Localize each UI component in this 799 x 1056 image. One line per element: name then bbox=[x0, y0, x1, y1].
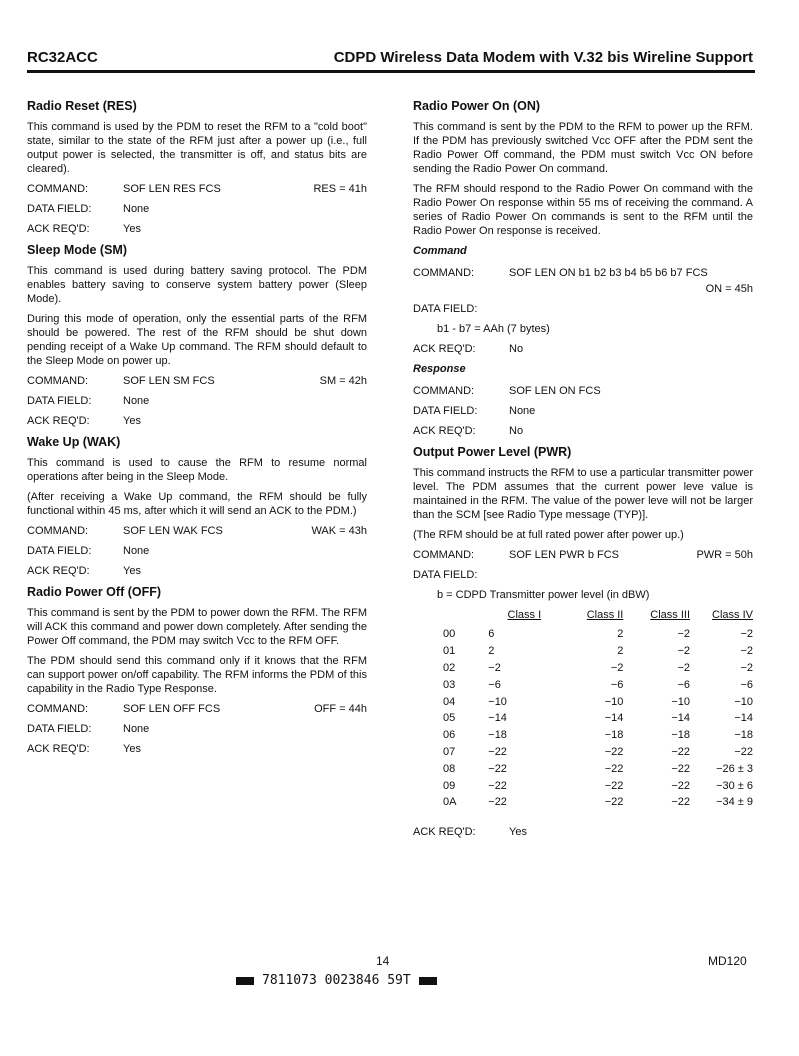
power-value-cell: −22 bbox=[604, 779, 624, 792]
label: DATA FIELD: bbox=[27, 395, 92, 407]
paragraph: This command is used to cause the RFM to resume normal operations after being in the Sleep Mode. bbox=[27, 457, 367, 483]
barcode bbox=[236, 973, 437, 988]
table-header-row bbox=[443, 608, 753, 626]
power-value-cell: −10 bbox=[604, 695, 624, 708]
command-row bbox=[27, 182, 367, 196]
barcode-text: 7811073 0023846 59T bbox=[262, 973, 411, 988]
datafield-row bbox=[27, 544, 367, 558]
label: DATA FIELD: bbox=[27, 723, 92, 735]
value: SOF LEN ON b1 b2 b3 b4 b5 b6 b7 FCS bbox=[509, 267, 708, 279]
value: SOF LEN RES FCS bbox=[123, 183, 221, 195]
command-row bbox=[27, 374, 367, 388]
label: DATA FIELD: bbox=[27, 545, 92, 557]
power-value-cell: −2 bbox=[677, 628, 691, 641]
datafield-detail bbox=[413, 322, 753, 336]
value: SOF LEN OFF FCS bbox=[123, 703, 221, 715]
barcode-block-right bbox=[419, 977, 437, 985]
power-value-cell: −2 bbox=[677, 661, 691, 674]
power-value-cell: −22 bbox=[734, 745, 753, 758]
power-value-cell: −10 bbox=[671, 695, 691, 708]
table-row bbox=[443, 626, 753, 643]
paragraph: (After receiving a Wake Up command, the RFM should be fully functional within 45 ms, after which it will send an ACK to the PDM.) bbox=[27, 491, 367, 517]
value: Yes bbox=[123, 743, 141, 755]
table-header: Class III bbox=[650, 609, 691, 621]
label: COMMAND: bbox=[413, 267, 475, 279]
command-code: OFF = 44h bbox=[314, 703, 367, 715]
page-number: 14 bbox=[376, 954, 390, 968]
value: SOF LEN SM FCS bbox=[123, 375, 215, 387]
ack-row bbox=[413, 342, 753, 356]
barcode-block-left bbox=[236, 977, 254, 985]
paragraph: This command is sent by the PDM to the RFM to power up the RFM. If the PDM has previously switched Vcc OFF after the PDM sent the Radio Power Off command, the PDM must switch Vcc ON before sending the Radio Power On command. bbox=[413, 121, 753, 175]
power-code-cell: 06 bbox=[443, 729, 456, 742]
power-code-cell: 04 bbox=[443, 695, 456, 708]
value: None bbox=[123, 545, 150, 557]
value: b = CDPD Transmitter power level (in dBW) bbox=[437, 589, 650, 601]
label: DATA FIELD: bbox=[27, 203, 92, 215]
paragraph: The RFM should respond to the Radio Power On command with the Radio Power On response within 55 ms of receiving the command. A series of Radio Power On commands is sent to the RFM until the Radio Power On response is received. bbox=[413, 183, 753, 237]
table-row bbox=[443, 777, 753, 794]
table-row bbox=[443, 794, 753, 811]
section-radio-reset bbox=[27, 98, 367, 236]
power-value-cell: −2 bbox=[677, 645, 691, 658]
power-value-cell: −22 bbox=[671, 762, 691, 775]
table-row bbox=[443, 744, 753, 761]
table-row bbox=[443, 727, 753, 744]
datafield-row bbox=[27, 202, 367, 216]
power-value-cell: −18 bbox=[671, 729, 691, 742]
value: Yes bbox=[123, 415, 141, 427]
table-row bbox=[443, 676, 753, 693]
value: SOF LEN PWR b FCS bbox=[509, 549, 620, 561]
label: COMMAND: bbox=[413, 385, 475, 397]
power-value-cell: −22 bbox=[671, 796, 691, 809]
section-radio-power-off bbox=[27, 584, 367, 756]
power-value-cell: −22 bbox=[604, 762, 624, 775]
command-code: WAK = 43h bbox=[311, 525, 367, 537]
power-code-cell: 08 bbox=[443, 762, 456, 775]
value: No bbox=[509, 425, 524, 437]
command-code: RES = 41h bbox=[313, 183, 367, 195]
label: ACK REQ'D: bbox=[413, 425, 476, 437]
section-output-power-level bbox=[413, 444, 753, 839]
label: COMMAND: bbox=[27, 525, 89, 537]
power-value-cell: −22 bbox=[488, 796, 507, 809]
value: None bbox=[123, 395, 150, 407]
paragraph: This command is used during battery saving protocol. The PDM enables battery saving to conserve system battery power (Sleep Mode). bbox=[27, 265, 367, 305]
paragraph: This command is sent by the PDM to power down the RFM. The RFM will ACK this command and power down completely. After sending the Power Off command, the PDM may switch Vcc to the RFM OFF. bbox=[27, 607, 367, 647]
power-value-cell: −2 bbox=[610, 661, 624, 674]
datafield-row bbox=[27, 394, 367, 408]
power-code-cell: 05 bbox=[443, 712, 456, 725]
value: None bbox=[123, 203, 150, 215]
label: ACK REQ'D: bbox=[27, 565, 90, 577]
command-code: SM = 42h bbox=[319, 375, 367, 387]
power-value-cell: −18 bbox=[734, 729, 753, 742]
table-header: Class II bbox=[586, 609, 624, 621]
power-value-cell: −2 bbox=[740, 661, 753, 674]
ack-row bbox=[27, 414, 367, 428]
subheading-response: Response bbox=[413, 363, 466, 375]
section-title: Radio Power On (ON) bbox=[413, 99, 541, 113]
power-value-cell: −22 bbox=[488, 762, 507, 775]
power-code-cell: 0A bbox=[443, 796, 457, 809]
section-radio-power-on bbox=[413, 98, 753, 438]
power-value-cell: −22 bbox=[604, 796, 624, 809]
ack-row bbox=[413, 825, 753, 839]
paragraph: This command is used by the PDM to reset the RFM to a "cold boot" state, similar to the state of the RFM just after a power up (i.e., full output power is selected, the transmitter is off, and status bits are cleared). bbox=[27, 121, 367, 175]
command-code: ON = 45h bbox=[705, 283, 753, 295]
power-value-cell: −22 bbox=[488, 779, 507, 792]
label: COMMAND: bbox=[27, 375, 89, 387]
table-header: Class IV bbox=[712, 609, 753, 621]
power-value-cell: −14 bbox=[604, 712, 624, 725]
power-value-cell: −22 bbox=[671, 779, 691, 792]
command-code: PWR = 50h bbox=[696, 549, 753, 561]
power-value-cell: −2 bbox=[488, 661, 501, 674]
power-code-cell: 00 bbox=[443, 628, 456, 641]
power-value-cell: −2 bbox=[740, 645, 753, 658]
label: ACK REQ'D: bbox=[27, 743, 90, 755]
power-value-cell: −10 bbox=[488, 695, 507, 708]
table-row bbox=[443, 693, 753, 710]
power-value-cell: −34 ± 9 bbox=[716, 796, 753, 809]
table-row bbox=[443, 760, 753, 777]
value: b1 - b7 = AAh (7 bytes) bbox=[437, 323, 550, 335]
power-value-cell: −10 bbox=[734, 695, 753, 708]
table-body bbox=[443, 626, 753, 811]
document-id: MD120 bbox=[708, 954, 747, 968]
paragraph: (The RFM should be at full rated power after power up.) bbox=[413, 529, 684, 541]
datafield-row bbox=[27, 722, 367, 736]
power-value-cell: −30 ± 6 bbox=[716, 779, 753, 792]
power-code-cell: 07 bbox=[443, 745, 456, 758]
table-header: Class I bbox=[507, 609, 542, 621]
subheading-command: Command bbox=[413, 245, 467, 257]
power-value-cell: 2 bbox=[617, 628, 624, 641]
section-title: Output Power Level (PWR) bbox=[413, 445, 572, 459]
power-value-cell: −14 bbox=[671, 712, 691, 725]
power-value-cell: −22 bbox=[671, 745, 691, 758]
paragraph: During this mode of operation, only the essential parts of the RFM should be powered. The rest of the RFM should be shut down pending receipt of a Wake Up command. The RFM should default to the Sleep Mode on power up. bbox=[27, 313, 367, 367]
power-code-cell: 09 bbox=[443, 779, 456, 792]
ack-row bbox=[27, 742, 367, 756]
power-value-cell: 2 bbox=[617, 645, 624, 658]
table-row bbox=[443, 710, 753, 727]
command-row bbox=[413, 266, 753, 280]
section-title: Sleep Mode (SM) bbox=[27, 243, 128, 257]
power-value-cell: −22 bbox=[488, 745, 507, 758]
table-row bbox=[443, 643, 753, 660]
label: DATA FIELD: bbox=[413, 569, 478, 581]
power-value-cell: −14 bbox=[734, 712, 753, 725]
power-level-table bbox=[443, 608, 753, 811]
value: Yes bbox=[123, 565, 141, 577]
section-wake-up bbox=[27, 434, 367, 578]
left-column bbox=[27, 98, 367, 762]
power-value-cell: −14 bbox=[488, 712, 507, 725]
command-row bbox=[413, 384, 753, 398]
power-value-cell: −6 bbox=[488, 678, 501, 691]
label: ACK REQ'D: bbox=[27, 223, 90, 235]
section-title: Wake Up (WAK) bbox=[27, 435, 121, 449]
power-value-cell: −6 bbox=[677, 678, 691, 691]
table-header-blank bbox=[443, 608, 488, 626]
paragraph: The PDM should send this command only if it knows that the RFM can support power on/off capability. The RFM informs the PDM of this capability in the Radio Type Response. bbox=[27, 655, 367, 695]
power-value-cell: −18 bbox=[488, 729, 507, 742]
ack-row bbox=[27, 222, 367, 236]
header-product: RC32ACC bbox=[27, 49, 98, 66]
table-row bbox=[443, 660, 753, 677]
power-value-cell: −26 ± 3 bbox=[716, 762, 753, 775]
label: COMMAND: bbox=[27, 703, 89, 715]
command-row bbox=[27, 524, 367, 538]
label: ACK REQ'D: bbox=[413, 343, 476, 355]
datafield-row bbox=[413, 302, 753, 316]
power-code-cell: 02 bbox=[443, 661, 456, 674]
label: DATA FIELD: bbox=[413, 303, 478, 315]
power-value-cell: 6 bbox=[488, 628, 495, 641]
power-value-cell: −6 bbox=[740, 678, 753, 691]
section-sleep-mode bbox=[27, 242, 367, 428]
label: ACK REQ'D: bbox=[413, 825, 476, 838]
value: SOF LEN ON FCS bbox=[509, 385, 601, 397]
command-row bbox=[27, 702, 367, 716]
datafield-row bbox=[413, 404, 753, 418]
section-title: Radio Reset (RES) bbox=[27, 99, 137, 113]
label: DATA FIELD: bbox=[413, 405, 478, 417]
value: SOF LEN WAK FCS bbox=[123, 525, 223, 537]
value: Yes bbox=[123, 223, 141, 235]
power-code-cell: 01 bbox=[443, 645, 456, 658]
label: COMMAND: bbox=[413, 549, 475, 561]
label: COMMAND: bbox=[27, 183, 89, 195]
datafield-detail bbox=[413, 588, 753, 602]
datafield-row bbox=[413, 568, 753, 582]
power-value-cell: −2 bbox=[740, 628, 753, 641]
value: None bbox=[509, 405, 536, 417]
command-row bbox=[413, 548, 753, 562]
header-title: CDPD Wireless Data Modem with V.32 bis Wireline Support bbox=[333, 49, 753, 66]
ack-row bbox=[413, 424, 753, 438]
paragraph: This command instructs the RFM to use a particular transmitter power level. The PDM assumes that the current power leve value is maintained in the RFM. The value of the power leve will not be larger than the SCM [see Radio Type message (TYP)]. bbox=[413, 467, 753, 521]
value: None bbox=[123, 723, 150, 735]
section-title: Radio Power Off (OFF) bbox=[27, 585, 162, 599]
value: No bbox=[509, 343, 524, 355]
header-rule bbox=[27, 70, 755, 73]
power-value-cell: −18 bbox=[604, 729, 624, 742]
ack-row bbox=[27, 564, 367, 578]
power-value-cell: −6 bbox=[610, 678, 624, 691]
power-code-cell: 03 bbox=[443, 678, 456, 691]
right-column bbox=[413, 98, 753, 845]
value: Yes bbox=[509, 825, 527, 838]
power-value-cell: 2 bbox=[488, 645, 495, 658]
power-value-cell: −22 bbox=[604, 745, 624, 758]
label: ACK REQ'D: bbox=[27, 415, 90, 427]
